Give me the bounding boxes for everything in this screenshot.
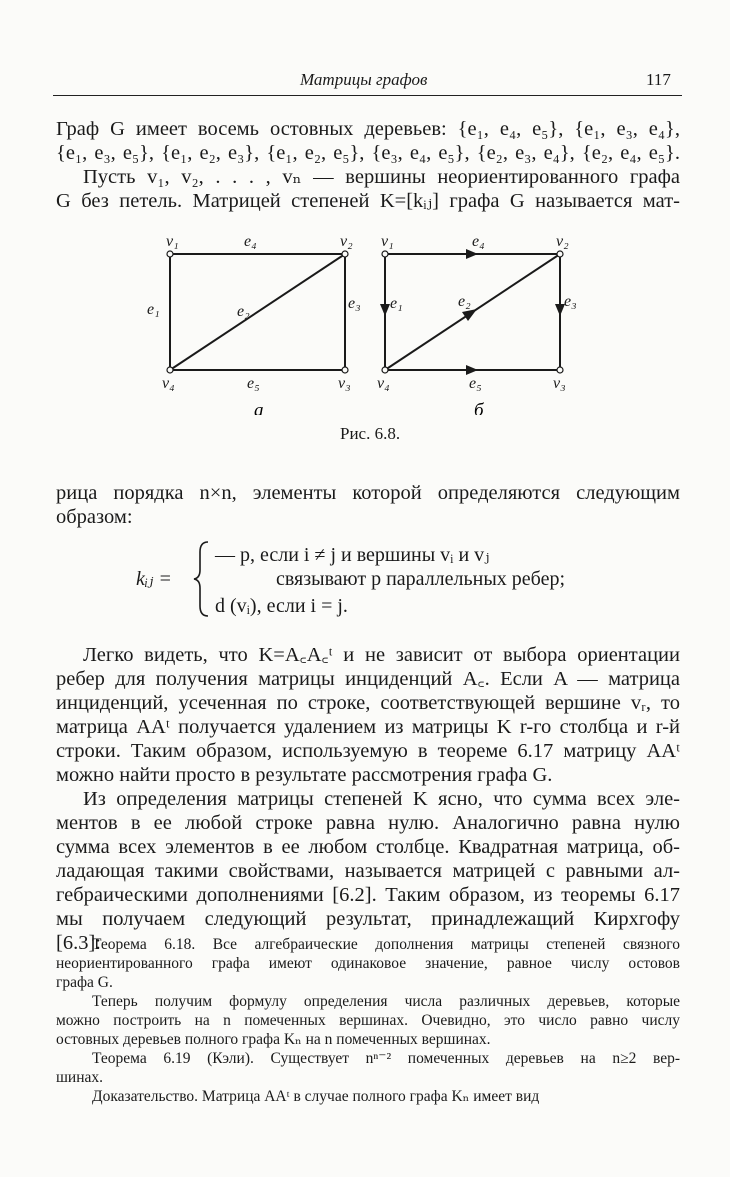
text-line: Пусть v₁, v₂, . . . , vₙ — вершины неориентированного графа (83, 166, 680, 188)
vertex-label: v₂ (556, 233, 569, 250)
arrow-e1 (380, 304, 390, 316)
proof-text: Доказательство. Матрица AAᵗ в случае полного графа Kₙ имеет вид (92, 1088, 540, 1105)
theorem-text: неориентированного графа имеют одинаковое значение, равное числу остовов (56, 955, 680, 972)
text-line: матрица AAᵗ получается удалением из матрицы K r-го столбца и r-й (56, 716, 680, 738)
edge-label: e₄ (472, 233, 485, 250)
vertex-label: v₄ (162, 375, 175, 392)
edge-label: e₃ (564, 293, 577, 310)
text-line: мы получаем следующий результат, принадлежащий Кирхгофу (56, 908, 680, 930)
page-number: 117 (646, 70, 671, 89)
edge-label: e₂ (237, 303, 250, 320)
text-line: ладающая такими свойствами, называется матрицей с равными ал- (56, 860, 680, 882)
edge-e2 (170, 254, 345, 370)
vertex-v3 (342, 367, 348, 373)
text-line: {e₁, e₃, e₅}, {e₁, e₂, e₃}, {e₁, e₂, e₅}, {e₃, e₄, e₅}, {e₂, e₃, e₄}, {e₂, e₄, e₅}. (56, 142, 680, 164)
text-line: гебраическими дополнениями [6.2]. Таким образом, из теоремы 6.17 (56, 884, 680, 906)
text-line: образом: (56, 506, 133, 528)
theorem-text: графа G. (56, 974, 113, 991)
vertex-v1 (382, 251, 388, 257)
text-line: сумма всех элементов в ее любом столбце. Квадратная матрица, об- (56, 836, 680, 858)
text-line: ментов в ее любой строке равна нулю. Аналогично равна нулю (56, 812, 680, 834)
text-line: инциденций, усеченная по строке, соответствующей вершине vᵣ, то (56, 692, 680, 714)
vertex-v2 (342, 251, 348, 257)
vertex-v1 (167, 251, 173, 257)
text-line: можно найти просто в результате рассмотрения графа G. (56, 764, 553, 786)
text-line: остовных деревьев полного графа Kₙ на n помеченных вершинах. (56, 1031, 491, 1048)
vertex-label: v₃ (553, 375, 566, 392)
subfigure-label-b: б (474, 400, 484, 415)
subfigure-label-a: а (254, 400, 264, 415)
text-line: строки. Таким образом, используемую в теореме 6.17 матрицу AAᵗ (56, 740, 680, 762)
vertex-v4 (382, 367, 388, 373)
header-rule (53, 95, 682, 96)
vertex-label: v₁ (166, 233, 179, 250)
arrow-e4 (466, 249, 478, 259)
arrow-e5 (466, 365, 478, 375)
vertex-v4 (167, 367, 173, 373)
text-line: Граф G имеет восемь остовных деревьев: {e₁, e₄, e₅}, {e₁, e₃, e₄}, (56, 118, 680, 140)
edge-label: e₃ (348, 295, 361, 312)
edge-label: e₂ (458, 293, 471, 310)
edge-label: e₁ (390, 295, 403, 312)
theorem-text: шинах. (56, 1069, 104, 1086)
theorem-text: Теорема 6.19 (Кэли). Существует nⁿ⁻² помеченных деревьев на n≥2 вер- (92, 1050, 680, 1067)
text-line: [6.3]: (56, 932, 101, 954)
graph-undirected (170, 254, 345, 370)
text-line: можно построить на n помеченных вершинах. Очевидно, это число равно числу (56, 1012, 680, 1029)
arrow-e2 (462, 309, 477, 321)
figure-6-8 (140, 230, 600, 415)
text-line: Легко видеть, что K=A꜀A꜀ᵗ и не зависит от выбора ориентации (83, 644, 680, 666)
edge-label: e₅ (247, 375, 260, 392)
theorem-text: Теорема 6.18. Все алгебраические дополнения матрицы степеней связного (92, 936, 680, 953)
vertex-v2 (557, 251, 563, 257)
edge-label: e₄ (244, 233, 257, 250)
vertex-label: v₄ (377, 375, 390, 392)
edge-label: e₅ (469, 375, 482, 392)
text-line: Теперь получим формулу определения числа различных деревьев, которые (92, 993, 680, 1010)
left-brace (192, 540, 212, 618)
formula-case1-line1: — p, если i ≠ j и вершины vᵢ и vⱼ (215, 544, 490, 566)
text-line: G без петель. Матрицей степеней K=[kᵢⱼ] графа G называется мат- (56, 190, 680, 212)
formula-case2: d (vᵢ), если i = j. (215, 595, 348, 617)
vertex-label: v₁ (381, 233, 394, 250)
vertex-label: v₃ (338, 375, 351, 392)
text-line: Из определения матрицы степеней K ясно, что сумма всех эле- (83, 788, 680, 810)
running-head: Матрицы графов (300, 70, 428, 89)
text-line: ребер для получения матрицы инциденций A꜀. Если A — матрица (56, 668, 680, 690)
vertex-v3 (557, 367, 563, 373)
formula-lhs: kᵢⱼ = (136, 568, 172, 590)
formula-case1-line2: связывают p параллельных ребер; (276, 568, 566, 590)
vertex-label: v₂ (340, 233, 353, 250)
edge-label: e₁ (147, 301, 160, 318)
text-line: рица порядка n×n, элементы которой определяются следующим (56, 482, 680, 504)
figure-caption: Рис. 6.8. (340, 424, 401, 443)
